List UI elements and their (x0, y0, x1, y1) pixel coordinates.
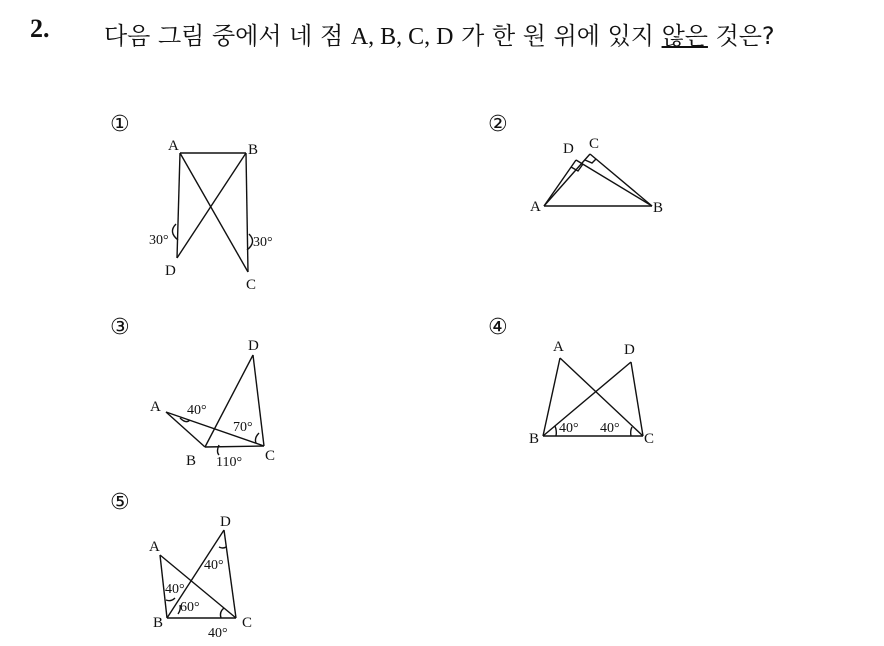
point-label-d: D (248, 338, 259, 354)
point-label-a: A (553, 339, 564, 355)
point-label-d: D (220, 514, 231, 530)
option-5-marker[interactable]: ⑤ (110, 490, 130, 515)
angle-label-b: 40° (559, 421, 579, 436)
question-number: 2. (30, 14, 50, 43)
question-underlined-word: 않은 (661, 22, 708, 50)
angle-arc-c (220, 608, 224, 618)
point-label-d: D (624, 342, 635, 358)
option-4-marker[interactable]: ④ (488, 315, 508, 340)
angle-label-c: 70° (233, 420, 253, 435)
angle-label-b: 110° (216, 455, 243, 470)
point-label-c: C (242, 615, 253, 631)
point-label-b: B (653, 200, 664, 216)
point-label-c: C (589, 136, 600, 152)
point-label-d: D (563, 141, 574, 157)
option-2-marker[interactable]: ② (488, 112, 508, 137)
point-label-d: D (165, 263, 176, 279)
point-label-a: A (150, 399, 161, 415)
point-label-a: A (149, 539, 160, 555)
point-label-b: B (529, 431, 540, 447)
point-label-b: B (186, 453, 197, 469)
angle-arc-b-upper (166, 598, 175, 601)
point-label-c: C (265, 448, 276, 464)
question-text-after: 것은? (707, 22, 775, 50)
option-1-marker[interactable]: ① (110, 112, 130, 137)
angle-arc-d (219, 547, 226, 548)
point-label-b: B (153, 615, 164, 631)
option-3-marker[interactable]: ③ (110, 315, 130, 340)
angle-label-d: 40° (204, 558, 224, 573)
segment-dc (224, 530, 236, 618)
point-label-c: C (246, 277, 257, 293)
question-text-before: 다음 그림 중에서 네 점 (104, 22, 351, 50)
question-text-middle: 가 한 원 위에 있지 (453, 22, 662, 50)
point-label-a: A (530, 199, 541, 215)
angle-label-c: 40° (208, 626, 228, 641)
angle-label-d: 30° (149, 233, 169, 248)
angle-label-b-lower: 60° (180, 600, 200, 615)
point-label-a: A (168, 138, 179, 154)
angle-label-a: 40° (187, 403, 207, 418)
angle-label-c: 40° (600, 421, 620, 436)
angle-label-c: 30° (253, 235, 273, 250)
question-points: A, B, C, D (350, 24, 454, 50)
point-label-b: B (248, 142, 259, 158)
angle-label-b-upper: 40° (165, 582, 185, 597)
point-label-c: C (644, 431, 655, 447)
